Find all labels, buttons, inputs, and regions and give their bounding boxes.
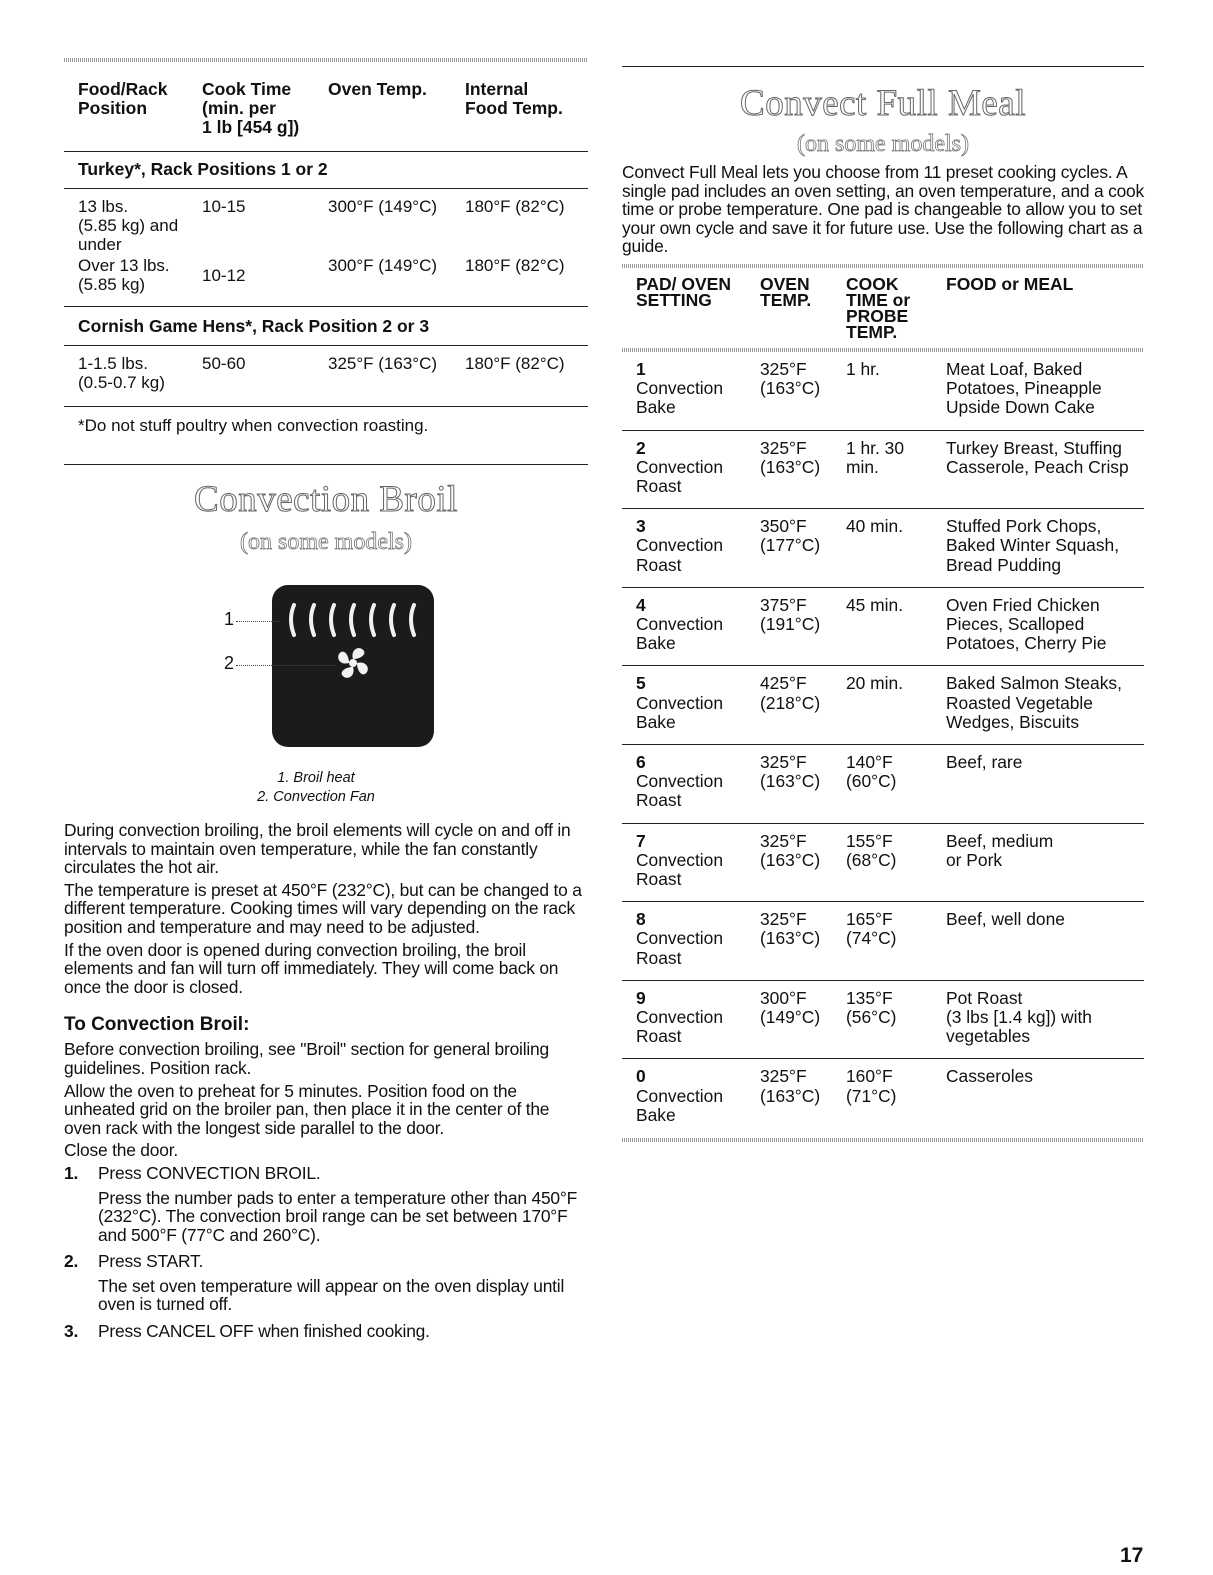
cell-weight: 13 lbs. (5.85 kg) and under [78,197,179,254]
table-row [64,346,588,406]
table-row [64,189,588,254]
cell-oven-temp: 325°F (163°C) [760,437,821,477]
broil-element-icon [272,585,434,747]
cell-time: 50-60 [202,354,246,373]
step-detail: Press the number pads to enter a temperature other than 450°F (232°C). The convection broil range can be set between 170°F and 500°F (77°C and 260°C). [98,1187,578,1245]
paragraph: During convection broiling, the broil elements will cycle on and off in intervals to maintain oven temperature, while the fan constantly circulates the hot air. [64,820,571,878]
leader-line [236,621,280,622]
cell-weight: Over 13 lbs. (5.85 kg) [78,256,170,294]
cell-pad-setting [636,753,760,811]
table-row [622,666,1144,745]
header-pad-setting: PAD/ OVEN SETTING [636,273,731,310]
callout-2: 2 [224,653,235,673]
table-row [622,902,1144,981]
cell-food: Turkey Breast, Stuffing Casserole, Peach Crisp [946,437,1129,477]
table-row [622,588,1144,667]
cell-oven-temp: 425°F (218°C) [760,673,821,713]
cell-pad-setting [636,1067,760,1126]
step-2 [64,1252,588,1314]
section-title-convection-broil: Convection Broil [194,479,458,520]
oven-setting: Convection Bake [636,378,724,418]
convection-broil-figure [64,557,588,767]
pad-number: 8 [636,909,646,930]
oven-cavity [272,585,434,747]
cell-food: Meat Loaf, Baked Potatoes, Pineapple Upside Down Cake [946,358,1102,418]
cell-pad-setting [636,360,760,418]
section-title-convect-full-meal: Convect Full Meal [740,83,1026,124]
pad-number: 6 [636,751,646,772]
paragraph: If the oven door is opened during convection broiling, the broil elements and fan will turn off immediately. They will come back on once the door is closed. [64,939,559,997]
cell-oven-temp: 300°F (149°C) [328,197,438,216]
cell-internal-temp: 180°F (82°C) [465,354,565,373]
cell-cook-time: 135°F (56°C) [846,987,897,1027]
header-cook-time: COOK TIME or PROBE TEMP. [846,273,911,342]
oven-setting: Convection Roast [636,456,724,496]
convect-full-meal-intro: Convect Full Meal lets you choose from 11 preset cooking cycles. A single pad includes an oven setting, an oven temperature, and a cook time or probe temperature. One pad is changeable to allow you to set your own cycle and save it for future use. Use the following chart as a guide. [622,162,1145,257]
oven-setting: Convection Bake [636,692,724,732]
header-food-rack: Food/Rack Position [78,79,168,118]
step-number: 1. [64,1162,79,1183]
paragraph: The temperature is preset at 450°F (232°C), but can be changed to a different temperature. Cooking times will vary depending on the rack position and temperature and may need to be adjusted. [64,879,582,937]
cell-oven-temp: 300°F (149°C) [328,256,438,275]
cell-pad-setting [636,596,760,654]
cell-cook-time: 20 min. [846,673,904,694]
cell-cook-time: 165°F (74°C) [846,909,897,949]
fan-icon [338,648,368,678]
step-detail: The set oven temperature will appear on the oven display until oven is turned off. [98,1275,565,1315]
cell-oven-temp: 325°F (163°C) [328,354,438,373]
table-row [622,981,1144,1060]
cell-food: Beef, medium or Pork [946,830,1054,870]
cell-food: Pot Roast (3 lbs [1.4 kg]) with vegetables [946,987,1092,1047]
header-cook-time: Cook Time (min. per 1 lb [454 g]) [202,79,300,137]
roasting-table-header [64,62,588,151]
group-title-turkey: Turkey*, Rack Positions 1 or 2 [78,159,328,179]
cell-time: 10-12 [202,266,246,285]
cell-food: Baked Salmon Steaks, Roasted Vegetable Wedges, Biscuits [946,673,1122,732]
caption-convection-fan: 2. Convection Fan [257,789,375,805]
pad-number: 4 [636,594,646,615]
steps-list [64,1164,588,1341]
right-column [622,66,1144,1142]
step-number: 3. [64,1321,79,1342]
cell-weight: 1-1.5 lbs. (0.5-0.7 kg) [78,354,165,392]
pad-number: 2 [636,437,646,458]
cell-cook-time: 45 min. [846,594,904,615]
pad-number: 9 [636,987,646,1008]
table-row [622,352,1144,431]
cell-pad-setting [636,439,760,497]
cell-cook-time: 1 hr. [846,358,880,379]
oven-setting: Convection Roast [636,928,724,968]
pad-number: 5 [636,673,646,694]
header-internal-temp: Internal Food Temp. [465,79,563,118]
cell-food: Beef, well done [946,909,1065,930]
pad-number: 3 [636,516,646,537]
header-food: FOOD or MEAL [946,273,1074,294]
table-row [622,509,1144,588]
table-row [622,745,1144,824]
cell-food: Beef, rare [946,751,1023,772]
cell-pad-setting [636,517,760,575]
header-oven-temp: Oven Temp. [328,79,427,99]
cell-cook-time: 140°F (60°C) [846,751,897,792]
how-to-body [64,1040,588,1160]
oven-setting: Convection Roast [636,535,724,575]
table-row [622,431,1144,510]
cell-oven-temp: 325°F (163°C) [760,358,821,399]
cell-pad-setting [636,989,760,1047]
step-3 [64,1322,588,1341]
cell-oven-temp: 325°F (163°C) [760,1066,821,1106]
convection-broil-body [64,821,588,996]
cell-internal-temp: 180°F (82°C) [465,197,565,216]
cell-pad-setting [636,674,760,732]
group-title-hens: Cornish Game Hens*, Rack Position 2 or 3 [78,316,430,336]
oven-setting: Convection Bake [636,613,724,654]
pad-number: 7 [636,830,646,851]
cell-food: Stuffed Pork Chops, Baked Winter Squash, Bread Pudding [946,516,1120,575]
cell-cook-time: 160°F (71°C) [846,1066,897,1106]
pad-number: 0 [636,1066,646,1087]
cell-oven-temp: 325°F (163°C) [760,830,821,870]
table-bottom-rule [622,1138,1144,1142]
cell-oven-temp: 325°F (163°C) [760,909,821,949]
leader-line [236,665,336,666]
cell-oven-temp: 350°F (177°C) [760,516,821,556]
paragraph: Allow the oven to preheat for 5 minutes. Position food on the unheated grid on the broiler pan, then place it in the center of the oven rack with the longest side parallel to the door. [64,1080,550,1138]
cell-oven-temp: 375°F (191°C) [760,594,821,634]
divider [622,66,1144,67]
callout-1: 1 [224,609,235,629]
step-1 [64,1164,588,1244]
cell-cook-time: 1 hr. 30 min. [846,437,905,477]
divider [64,464,588,465]
step-text: Press CANCEL OFF when finished cooking. [98,1321,430,1342]
header-oven-temp: OVEN TEMP. [760,273,812,310]
oven-setting: Convection Bake [636,1085,724,1125]
full-meal-table-header [622,268,1144,348]
cell-time: 10-15 [202,197,246,216]
cell-food: Casseroles [946,1066,1033,1087]
table-row [64,254,588,306]
cell-oven-temp: 300°F (149°C) [760,987,821,1027]
cell-cook-time: 40 min. [846,516,904,537]
cell-internal-temp: 180°F (82°C) [465,256,565,275]
caption-broil-heat: 1. Broil heat [277,770,355,786]
paragraph: Before convection broiling, see "Broil" section for general broiling guidelines. Position rack. [64,1039,549,1078]
step-text: Press CONVECTION BROIL. [98,1162,321,1183]
table-row [622,1059,1144,1138]
section-subtitle: (on some models) [797,131,969,157]
cell-cook-time: 155°F (68°C) [846,830,897,870]
section-subtitle: (on some models) [240,529,412,555]
cell-oven-temp: 325°F (163°C) [760,751,821,792]
cell-food: Oven Fried Chicken Pieces, Scalloped Potatoes, Cherry Pie [946,594,1107,654]
oven-setting: Convection Roast [636,1006,724,1047]
table-row [622,824,1144,903]
step-number: 2. [64,1251,79,1272]
pad-number: 1 [636,358,646,379]
cell-pad-setting [636,832,760,890]
table-footnote: *Do not stuff poultry when convection roasting. [78,416,429,435]
full-meal-table-body [622,352,1144,1138]
cell-pad-setting [636,910,760,968]
oven-setting: Convection Roast [636,771,724,811]
oven-setting: Convection Roast [636,849,724,889]
page-number: 17 [1120,1544,1144,1567]
figure-captions [44,769,588,807]
left-column [64,58,588,1341]
step-text: Press START. [98,1251,204,1272]
paragraph: Close the door. [64,1140,178,1161]
how-to-heading: To Convection Broil: [64,1014,250,1036]
